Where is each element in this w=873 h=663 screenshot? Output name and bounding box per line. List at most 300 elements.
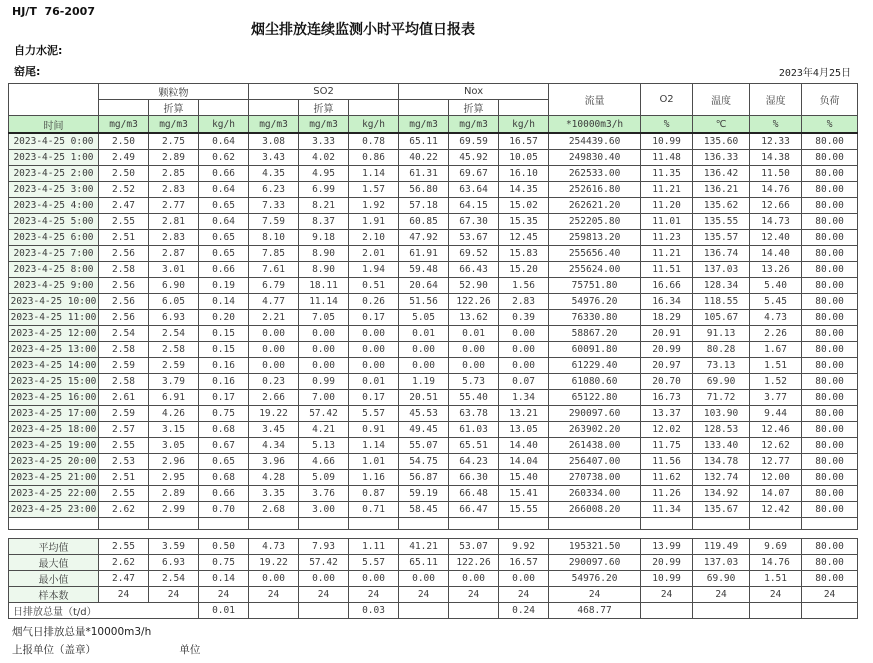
value-cell: 14.35	[499, 182, 549, 198]
value-cell: 0.15	[199, 342, 249, 358]
report-table	[8, 83, 858, 619]
value-cell: 64.23	[449, 454, 499, 470]
value-cell: 6.23	[249, 182, 299, 198]
value-cell: 2.21	[249, 310, 299, 326]
summary-value: 13.99	[641, 539, 693, 555]
empty-row	[9, 518, 858, 530]
value-cell: 4.02	[299, 150, 349, 166]
summary-label: 最大值	[9, 555, 99, 571]
value-cell: 3.00	[299, 502, 349, 518]
summary-label: 最小值	[9, 571, 99, 587]
data-row	[9, 502, 858, 518]
value-cell: 80.00	[802, 294, 858, 310]
summary-value: 2.62	[99, 555, 149, 571]
daily-total-value: 0.03	[349, 603, 399, 619]
value-cell: 14.38	[750, 150, 802, 166]
time-cell: 2023-4-25 16:00	[9, 390, 99, 406]
value-cell: 0.16	[199, 358, 249, 374]
value-cell: 2.01	[349, 246, 399, 262]
value-cell: 290097.60	[549, 406, 641, 422]
summary-value: 0.00	[449, 571, 499, 587]
time-cell: 2023-4-25 11:00	[9, 310, 99, 326]
value-cell: 80.00	[802, 166, 858, 182]
value-cell: 13.37	[641, 406, 693, 422]
value-cell: 266008.20	[549, 502, 641, 518]
value-cell: 8.90	[299, 246, 349, 262]
value-cell: 6.79	[249, 278, 299, 294]
empty-cell	[99, 518, 149, 530]
value-cell: 0.62	[199, 150, 249, 166]
value-cell: 6.93	[149, 310, 199, 326]
value-cell: 80.00	[802, 182, 858, 198]
value-cell: 16.10	[499, 166, 549, 182]
value-cell: 0.75	[199, 406, 249, 422]
value-cell: 0.01	[449, 326, 499, 342]
value-cell: 2.55	[99, 214, 149, 230]
summary-value: 65.11	[399, 555, 449, 571]
group-header-so2: SO2	[249, 84, 399, 100]
data-row	[9, 326, 858, 342]
value-cell: 15.41	[499, 486, 549, 502]
value-cell: 14.73	[750, 214, 802, 230]
value-cell: 11.56	[641, 454, 693, 470]
daily-total-value	[249, 603, 299, 619]
value-cell: 80.00	[802, 390, 858, 406]
value-cell: 137.03	[693, 262, 750, 278]
value-cell: 105.67	[693, 310, 750, 326]
daily-total-label: 日排放总量（t/d）	[9, 603, 199, 619]
summary-value: 54976.20	[549, 571, 641, 587]
value-cell: 58867.20	[549, 326, 641, 342]
value-cell: 80.00	[802, 246, 858, 262]
value-cell: 49.45	[399, 422, 449, 438]
value-cell: 0.51	[349, 278, 399, 294]
value-cell: 0.71	[349, 502, 399, 518]
value-cell: 4.28	[249, 470, 299, 486]
value-cell: 2.83	[149, 182, 199, 198]
summary-value: 4.73	[249, 539, 299, 555]
value-cell: 2.51	[99, 230, 149, 246]
value-cell: 1.57	[349, 182, 399, 198]
summary-value: 24	[99, 587, 149, 603]
value-cell: 1.94	[349, 262, 399, 278]
daily-total-value: 0.24	[499, 603, 549, 619]
time-cell: 2023-4-25 21:00	[9, 470, 99, 486]
value-cell: 0.00	[499, 326, 549, 342]
value-cell: 1.19	[399, 374, 449, 390]
summary-value: 24	[449, 587, 499, 603]
value-cell: 80.00	[802, 214, 858, 230]
value-cell: 262533.00	[549, 166, 641, 182]
value-cell: 16.73	[641, 390, 693, 406]
data-row	[9, 342, 858, 358]
value-cell: 4.95	[299, 166, 349, 182]
value-cell: 6.90	[149, 278, 199, 294]
value-cell: 0.78	[349, 133, 399, 150]
value-cell: 71.72	[693, 390, 750, 406]
col-header-o2: O2	[641, 84, 693, 116]
value-cell: 3.76	[299, 486, 349, 502]
value-cell: 1.01	[349, 454, 399, 470]
summary-value: 24	[199, 587, 249, 603]
value-cell: 12.33	[750, 133, 802, 150]
sub-blank-cell	[399, 100, 449, 116]
value-cell: 11.62	[641, 470, 693, 486]
value-cell: 12.42	[750, 502, 802, 518]
value-cell: 80.00	[802, 486, 858, 502]
time-cell: 2023-4-25 10:00	[9, 294, 99, 310]
summary-value: 0.00	[349, 571, 399, 587]
value-cell: 14.04	[499, 454, 549, 470]
value-cell: 63.64	[449, 182, 499, 198]
value-cell: 18.29	[641, 310, 693, 326]
unit-label: 单位	[179, 644, 201, 656]
value-cell: 7.33	[249, 198, 299, 214]
daily-total-value: 0.01	[199, 603, 249, 619]
unit-header: *10000m3/h	[549, 116, 641, 134]
value-cell: 5.73	[449, 374, 499, 390]
value-cell: 65.51	[449, 438, 499, 454]
value-cell: 3.43	[249, 150, 299, 166]
value-cell: 7.00	[299, 390, 349, 406]
value-cell: 7.05	[299, 310, 349, 326]
value-cell: 0.86	[349, 150, 399, 166]
summary-value: 20.99	[641, 555, 693, 571]
value-cell: 14.07	[750, 486, 802, 502]
daily-total-value	[750, 603, 802, 619]
data-row	[9, 438, 858, 454]
value-cell: 5.57	[349, 406, 399, 422]
summary-value: 0.00	[299, 571, 349, 587]
data-row	[9, 133, 858, 150]
value-cell: 1.14	[349, 166, 399, 182]
unit-header: mg/m3	[249, 116, 299, 134]
summary-label: 样本数	[9, 587, 99, 603]
value-cell: 1.14	[349, 438, 399, 454]
value-cell: 2.47	[99, 198, 149, 214]
value-cell: 5.09	[299, 470, 349, 486]
value-cell: 66.47	[449, 502, 499, 518]
sub-blank-cell	[499, 100, 549, 116]
time-cell: 2023-4-25 19:00	[9, 438, 99, 454]
value-cell: 20.91	[641, 326, 693, 342]
value-cell: 60091.80	[549, 342, 641, 358]
value-cell: 8.37	[299, 214, 349, 230]
summary-value: 24	[149, 587, 199, 603]
empty-cell	[199, 518, 249, 530]
value-cell: 15.02	[499, 198, 549, 214]
unit-header: %	[641, 116, 693, 134]
value-cell: 65.11	[399, 133, 449, 150]
value-cell: 0.00	[499, 358, 549, 374]
value-cell: 0.00	[249, 358, 299, 374]
value-cell: 0.00	[299, 358, 349, 374]
value-cell: 2.99	[149, 502, 199, 518]
value-cell: 0.68	[199, 470, 249, 486]
value-cell: 0.26	[349, 294, 399, 310]
value-cell: 2.59	[99, 358, 149, 374]
time-cell: 2023-4-25 8:00	[9, 262, 99, 278]
value-cell: 66.48	[449, 486, 499, 502]
summary-value: 1.11	[349, 539, 399, 555]
value-cell: 2.58	[99, 342, 149, 358]
value-cell: 2.68	[249, 502, 299, 518]
value-cell: 69.59	[449, 133, 499, 150]
value-cell: 10.99	[641, 133, 693, 150]
empty-cell	[802, 518, 858, 530]
value-cell: 0.20	[199, 310, 249, 326]
value-cell: 2.54	[99, 326, 149, 342]
value-cell: 3.35	[249, 486, 299, 502]
value-cell: 263902.20	[549, 422, 641, 438]
value-cell: 1.92	[349, 198, 399, 214]
value-cell: 11.50	[750, 166, 802, 182]
unit-header: mg/m3	[449, 116, 499, 134]
value-cell: 1.51	[750, 358, 802, 374]
value-cell: 136.74	[693, 246, 750, 262]
value-cell: 259813.20	[549, 230, 641, 246]
value-cell: 2.58	[99, 374, 149, 390]
summary-value: 24	[549, 587, 641, 603]
value-cell: 14.40	[750, 246, 802, 262]
summary-value: 19.22	[249, 555, 299, 571]
value-cell: 2.89	[149, 150, 199, 166]
value-cell: 2.50	[99, 133, 149, 150]
data-row	[9, 246, 858, 262]
value-cell: 103.90	[693, 406, 750, 422]
value-cell: 1.34	[499, 390, 549, 406]
value-cell: 80.00	[802, 230, 858, 246]
value-cell: 0.17	[349, 310, 399, 326]
data-row	[9, 486, 858, 502]
value-cell: 136.33	[693, 150, 750, 166]
summary-value: 0.00	[249, 571, 299, 587]
value-cell: 15.35	[499, 214, 549, 230]
value-cell: 0.00	[449, 342, 499, 358]
value-cell: 136.42	[693, 166, 750, 182]
value-cell: 80.00	[802, 278, 858, 294]
station-date-row	[8, 60, 865, 79]
col-header-flow: 流量	[549, 84, 641, 116]
value-cell: 2.75	[149, 133, 199, 150]
value-cell: 0.17	[349, 390, 399, 406]
summary-value: 24	[641, 587, 693, 603]
summary-row	[9, 555, 858, 571]
value-cell: 59.19	[399, 486, 449, 502]
value-cell: 12.40	[750, 230, 802, 246]
value-cell: 15.20	[499, 262, 549, 278]
unit-header: mg/m3	[299, 116, 349, 134]
value-cell: 0.15	[199, 326, 249, 342]
value-cell: 57.18	[399, 198, 449, 214]
value-cell: 11.23	[641, 230, 693, 246]
value-cell: 134.78	[693, 454, 750, 470]
value-cell: 249830.40	[549, 150, 641, 166]
report-unit-label: 上报单位（盖章）	[12, 644, 96, 656]
converted-header: 折算	[299, 100, 349, 116]
data-row	[9, 150, 858, 166]
sub-blank-cell	[99, 100, 149, 116]
value-cell: 16.66	[641, 278, 693, 294]
summary-value: 122.26	[449, 555, 499, 571]
value-cell: 0.65	[199, 230, 249, 246]
value-cell: 6.99	[299, 182, 349, 198]
value-cell: 0.64	[199, 214, 249, 230]
value-cell: 128.53	[693, 422, 750, 438]
value-cell: 4.21	[299, 422, 349, 438]
value-cell: 2.10	[349, 230, 399, 246]
summary-value: 41.21	[399, 539, 449, 555]
summary-value: 2.55	[99, 539, 149, 555]
summary-value: 0.75	[199, 555, 249, 571]
unit-header: mg/m3	[149, 116, 199, 134]
value-cell: 40.22	[399, 150, 449, 166]
summary-value: 80.00	[802, 555, 858, 571]
value-cell: 61.03	[449, 422, 499, 438]
summary-value: 24	[349, 587, 399, 603]
value-cell: 2.96	[149, 454, 199, 470]
value-cell: 7.61	[249, 262, 299, 278]
data-row	[9, 294, 858, 310]
value-cell: 51.56	[399, 294, 449, 310]
empty-cell	[641, 518, 693, 530]
value-cell: 91.13	[693, 326, 750, 342]
summary-value: 3.59	[149, 539, 199, 555]
value-cell: 136.21	[693, 182, 750, 198]
value-cell: 2.56	[99, 294, 149, 310]
value-cell: 262621.20	[549, 198, 641, 214]
value-cell: 53.67	[449, 230, 499, 246]
time-header: 时间	[9, 116, 99, 134]
empty-cell	[149, 518, 199, 530]
value-cell: 0.00	[299, 342, 349, 358]
value-cell: 135.62	[693, 198, 750, 214]
value-cell: 2.59	[149, 358, 199, 374]
data-row	[9, 262, 858, 278]
summary-value: 9.69	[750, 539, 802, 555]
value-cell: 4.77	[249, 294, 299, 310]
value-cell: 11.21	[641, 246, 693, 262]
value-cell: 20.64	[399, 278, 449, 294]
value-cell: 52.90	[449, 278, 499, 294]
value-cell: 15.55	[499, 502, 549, 518]
value-cell: 1.91	[349, 214, 399, 230]
value-cell: 0.99	[299, 374, 349, 390]
value-cell: 20.51	[399, 390, 449, 406]
sub-blank-cell	[349, 100, 399, 116]
value-cell: 3.79	[149, 374, 199, 390]
value-cell: 9.18	[299, 230, 349, 246]
value-cell: 55.07	[399, 438, 449, 454]
data-row	[9, 390, 858, 406]
value-cell: 135.60	[693, 133, 750, 150]
value-cell: 73.13	[693, 358, 750, 374]
empty-cell	[349, 518, 399, 530]
summary-value: 16.57	[499, 555, 549, 571]
value-cell: 255624.00	[549, 262, 641, 278]
sub-blank-cell	[199, 100, 249, 116]
value-cell: 45.92	[449, 150, 499, 166]
value-cell: 59.48	[399, 262, 449, 278]
value-cell: 133.40	[693, 438, 750, 454]
data-row	[9, 182, 858, 198]
value-cell: 61.91	[399, 246, 449, 262]
summary-value: 290097.60	[549, 555, 641, 571]
value-cell: 2.77	[149, 198, 199, 214]
summary-value: 24	[693, 587, 750, 603]
value-cell: 2.56	[99, 246, 149, 262]
value-cell: 0.66	[199, 486, 249, 502]
value-cell: 80.00	[802, 198, 858, 214]
data-row	[9, 358, 858, 374]
value-cell: 0.66	[199, 262, 249, 278]
value-cell: 2.87	[149, 246, 199, 262]
value-cell: 2.81	[149, 214, 199, 230]
value-cell: 61080.60	[549, 374, 641, 390]
time-cell: 2023-4-25 14:00	[9, 358, 99, 374]
value-cell: 63.78	[449, 406, 499, 422]
value-cell: 19.22	[249, 406, 299, 422]
time-cell: 2023-4-25 1:00	[9, 150, 99, 166]
value-cell: 15.40	[499, 470, 549, 486]
value-cell: 66.43	[449, 262, 499, 278]
summary-value: 24	[802, 587, 858, 603]
col-header-temperature: 温度	[693, 84, 750, 116]
value-cell: 5.45	[750, 294, 802, 310]
sub-blank-cell	[249, 100, 299, 116]
empty-cell	[9, 518, 99, 530]
daily-total-value	[641, 603, 693, 619]
value-cell: 0.91	[349, 422, 399, 438]
value-cell: 13.05	[499, 422, 549, 438]
value-cell: 80.00	[802, 438, 858, 454]
daily-total-value	[693, 603, 750, 619]
summary-value: 195321.50	[549, 539, 641, 555]
value-cell: 0.00	[399, 342, 449, 358]
daily-total-row	[9, 603, 858, 619]
time-cell: 2023-4-25 2:00	[9, 166, 99, 182]
value-cell: 80.00	[802, 133, 858, 150]
time-cell: 2023-4-25 0:00	[9, 133, 99, 150]
value-cell: 16.34	[641, 294, 693, 310]
value-cell: 12.46	[750, 422, 802, 438]
time-cell: 2023-4-25 15:00	[9, 374, 99, 390]
value-cell: 2.83	[499, 294, 549, 310]
time-cell: 2023-4-25 4:00	[9, 198, 99, 214]
value-cell: 80.00	[802, 502, 858, 518]
value-cell: 4.66	[299, 454, 349, 470]
converted-header: 折算	[149, 100, 199, 116]
value-cell: 8.90	[299, 262, 349, 278]
value-cell: 6.05	[149, 294, 199, 310]
value-cell: 11.51	[641, 262, 693, 278]
value-cell: 55.40	[449, 390, 499, 406]
summary-value: 0.50	[199, 539, 249, 555]
value-cell: 7.59	[249, 214, 299, 230]
station-label: 窑尾:	[14, 65, 41, 78]
value-cell: 0.01	[349, 374, 399, 390]
value-cell: 2.58	[99, 262, 149, 278]
time-cell: 2023-4-25 12:00	[9, 326, 99, 342]
value-cell: 20.97	[641, 358, 693, 374]
col-header-humidity: 湿度	[750, 84, 802, 116]
value-cell: 1.16	[349, 470, 399, 486]
summary-value: 24	[499, 587, 549, 603]
value-cell: 2.95	[149, 470, 199, 486]
value-cell: 135.57	[693, 230, 750, 246]
header-row-groups	[9, 84, 858, 100]
summary-label: 平均值	[9, 539, 99, 555]
